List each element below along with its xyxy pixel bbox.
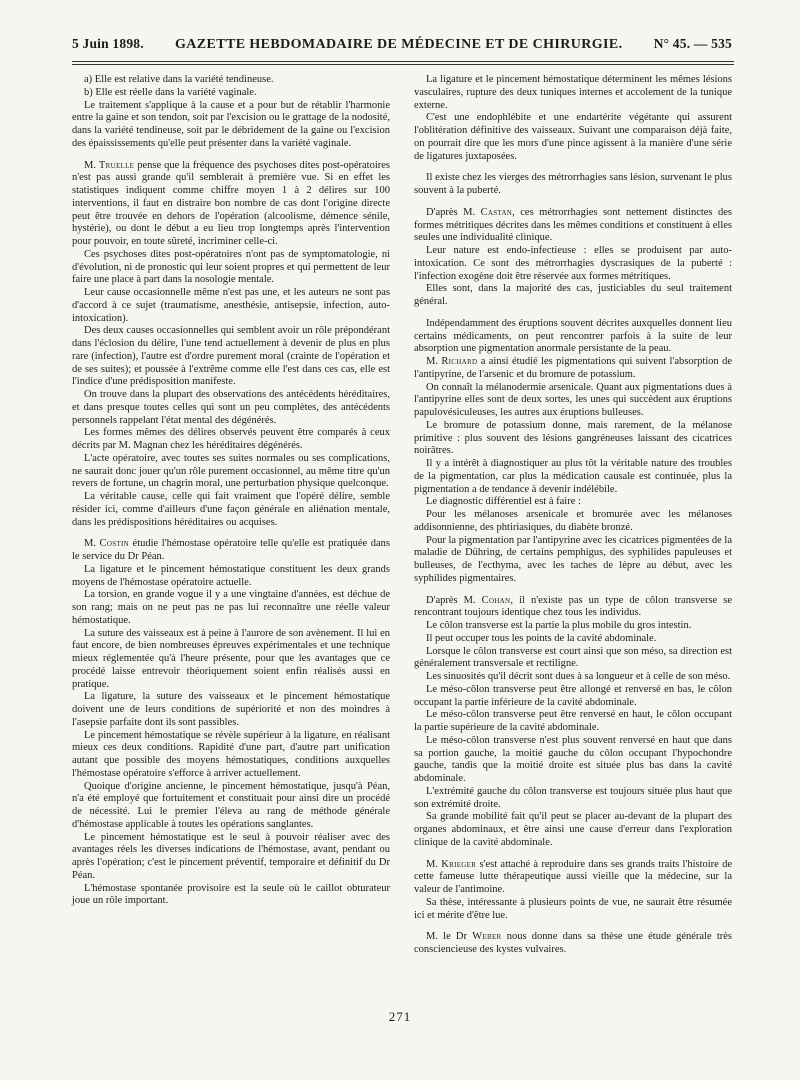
- paragraph-text: s'est attaché à reproduire dans ses grands traits l'histoire de cette fameuse lutte thérapeutique aussi vieille que la médecine, sur la valeur de l'antimoine.: [414, 858, 732, 895]
- header-rule-bottom: [72, 64, 734, 65]
- author-prefix: M.: [84, 538, 100, 550]
- paragraph: Sa grande mobilité fait qu'il peut se placer au-devant de la plupart des organes abdominaux, et être ainsi une cause d'erreur dans l'exploration clinique de la cavité abdominale.: [414, 811, 732, 848]
- paragraph: Quoique d'origine ancienne, le pincement hémostatique, jusqu'à Péan, n'a été employé que fortuitement et constituait pour ainsi dire un procédé de nécessité. Lui le premier l'éleva au rang de méthode générale d'hémostase applicable à toutes les opérations sanglantes.: [72, 780, 390, 830]
- header-rule-top: [72, 61, 734, 62]
- paragraph-text: nous donne dans sa thèse une étude générale très consciencieuse des kystes vulvaires.: [414, 931, 732, 955]
- section-paragraph: [414, 859, 732, 897]
- paragraph: Les formes mêmes des délires observés peuvent être comparés à ceux décrits par M. Magnan chez les héréditaires dégénérés.: [72, 427, 390, 451]
- paragraph: On trouve dans la plupart des observations des antécédents héréditaires, et dans presque toutes celles qui sont un peu complètes, des antécédents personnels rappelant l'état mental des dégénérés.: [72, 389, 390, 426]
- paragraph: Lorsque le côlon transverse est court ainsi que son méso, sa direction est généralement transversale et rectiligne.: [414, 645, 732, 670]
- section-paragraph: Il existe chez les vierges des métrorrhagies sans lésion, survenant le plus souvent à la puberté.: [414, 172, 732, 196]
- paragraph: Le pincement hémostatique est le seul à pouvoir réaliser avec des avantages réels les diverses indications de l'hémostase, avant, pendant ou après l'opération; c'est le pincement préventif, temporaire et définitif du Dr Péan.: [72, 831, 390, 881]
- paragraph: L'hémostase spontanée provisoire est la seule où le caillot obturateur joue un rôle important.: [72, 882, 390, 907]
- paragraph: Le traitement s'applique à la cause et a pour but de rétablir l'harmonie entre la gaine et son tendon, soit par l'excision ou le grattage de la nodosité, dans la variété tendineuse, soit par le débridement de la gaine ou l'excision des épaississements qu'elle peut présenter dans la variété vaginale.: [72, 99, 390, 149]
- paragraph-text: , il n'existe pas un type de côlon transverse se rencontrant toujours identique chez tous les individus.: [414, 594, 732, 619]
- author-prefix: M.: [426, 858, 442, 870]
- section-paragraph: [414, 207, 732, 245]
- paragraph: Pour les mélanoses arsenicale et bromurée avec les mélanoses addisonnienne, des phtiriasiques, du diabète bronzé.: [414, 509, 732, 533]
- paragraph: C'est une endophlébite et une endartérite végétante qui assurent l'oblitération définitive des vaisseaux. Suivant une comparaison déjà faite, on pourrait dire que les mors d'une pince agissent à la manière d'une série de ligatures juxtaposées.: [414, 112, 732, 162]
- author-name: Weber: [472, 931, 502, 943]
- paragraph: Les sinuosités qu'il décrit sont dues à sa longueur et à celle de son méso.: [426, 671, 731, 682]
- section-paragraph: [414, 931, 732, 957]
- paragraph: On connaît la mélanodermie arsenicale. Quant aux pigmentations dues à l'antipyrine elles sont de deux sortes, les unes qui succèdent aux éruptions papulovésiculeuses, les autres aux éruptions bulleuses.: [414, 381, 732, 418]
- paragraph: Il peut occuper tous les points de la cavité abdominale.: [426, 632, 657, 644]
- author-name: Costin: [99, 538, 129, 550]
- author-name: Truelle: [98, 159, 135, 171]
- paragraph-text: étudie l'hémostase opératoire telle qu'elle est pratiquée dans le service du Dr Péan.: [72, 538, 390, 562]
- section-paragraph: [72, 160, 390, 249]
- paragraph: Il y a intérêt à diagnostiquer au plus tôt la véritable nature des troubles de la pigmentation, car plus la médication causale est continuée, plus la pigmentation a de tendance à devenir indélébile.: [414, 458, 732, 495]
- paragraph: Le méso-côlon transverse peut être allongé et renversé en bas, le côlon occupant la partie inférieure de la cavité abdominale.: [414, 683, 732, 708]
- author-name: Krieger: [441, 858, 477, 870]
- issue-date: 5 Juin 1898.: [72, 36, 144, 51]
- section-paragraph: [72, 538, 390, 564]
- section-paragraph: [414, 356, 732, 382]
- paragraph: Le bromure de potassium donne, mais rarement, de la mélanose primitive : plus souvent des lésions gangréneuses laissant des cicatrices noirâtres.: [414, 419, 732, 457]
- paragraph: Elles sont, dans la majorité des cas, justiciables du seul traitement général.: [414, 283, 732, 307]
- section-paragraph: [414, 595, 732, 621]
- author-prefix: M.: [84, 159, 99, 171]
- paragraph: L'acte opératoire, avec toutes ses suites normales ou ses complications, ne saurait donc jouer qu'un rôle purement occasionnel, au même titre qu'un revers de fortune, un chagrin moral, une perturbation physique quelconque.: [72, 452, 390, 490]
- paragraph: La ligature et le pincement hémostatique déterminent les mêmes lésions vasculaires, rupture des deux tuniques internes et accolement de la tunique externe.: [414, 74, 732, 111]
- paragraph-text: a ainsi étudié les pigmentations qui suivent l'absorption de l'antipyrine, de l'arsenic et du bromure de potassium.: [414, 356, 732, 380]
- paragraph: La suture des vaisseaux est à peine à l'aurore de son avènement. Il lui en faut encore, de bien nombreuses épreuves expérimentales et une technique mieux réglementée qu'à l'heure présente, pour que les avantages que ce procédé laisse entrevoir théoriquement soient enfin réalisés aussi en pratique.: [72, 627, 390, 690]
- paragraph: Le méso-côlon transverse n'est plus souvent renversé en haut que dans sa portion gauche, la moitié gauche du côlon occupant l'hypochondre gauche, tandis que la moitié droite est située plus bas dans la cavité abdominale.: [414, 734, 732, 784]
- running-header: [72, 36, 732, 58]
- folio-page-number: 271: [388, 1009, 412, 1024]
- paragraph: Des deux causes occasionnelles qui semblent avoir un rôle prépondérant dans l'éclosion du délire, l'une tend actuellement à devenir de plus en plus rare (infection), l'autre est d'ordre purement moral (crainte de l'opération et de ses suites); et poussée à l'extrême comme elle l'est dans ces cas, elle est l'indice d'une prédisposition manifeste.: [72, 325, 390, 388]
- paragraph: Leur cause occasionnelle même n'est pas une, et les auteurs ne sont pas d'accord à ce sujet (traumatisme, anesthésie, antisepsie, infection, auto-intoxication).: [72, 287, 390, 324]
- paragraph: Ces psychoses dites post-opératoires n'ont pas de symptomatologie, ni d'évolution, ni de pronostic qui leur soient propres et qui permettent de leur faire une place à part dans la nosologie mentale.: [72, 248, 390, 286]
- list-item: b) Elle est réelle dans la variété vaginale.: [84, 86, 257, 98]
- paragraph: La ligature, la suture des vaisseaux et le pincement hémostatique doivent une de leurs conditions de supériorité et non des moindres à l'asepsie parfaite dont ils sont passibles.: [72, 691, 390, 728]
- paragraph: Pour la pigmentation par l'antipyrine avec les cicatrices pigmentées de la maladie de Dühring, de certains pemphigus, des syphilides papuleuses et bulleuses, de l'ecthyma, avec les taches de lèpre au début, avec les syphilides pigmentaires.: [414, 534, 732, 584]
- author-prefix: D'après M.: [426, 206, 481, 218]
- author-name: Richard: [441, 356, 478, 367]
- list-item: a) Elle est relative dans la variété tendineuse.: [84, 74, 274, 85]
- journal-title: GAZETTE HEBDOMADAIRE DE MÉDECINE ET DE CHIRURGIE.: [174, 37, 623, 52]
- paragraph: La véritable cause, celle qui fait vraiment que l'opéré délire, semble résider ici, comme d'ailleurs d'une façon générale en aliénation mentale, dans les prédispositions héréditaires ou acquises.: [72, 491, 390, 528]
- paragraph: Le méso-côlon transverse peut être renversé en haut, le côlon occupant la partie supérieure de la cavité abdominale.: [414, 709, 732, 733]
- paragraph-text: , ces métrorrhagies sont nettement distinctes des formes métritiques décrites dans les mêmes conditions et constituent à elles seules une individualité clinique.: [414, 206, 733, 244]
- paragraph: Le diagnostic différentiel est à faire :: [426, 496, 581, 508]
- paragraph: La torsion, en grande vogue il y a une vingtaine d'années, est déchue de son rang; mais on ne peut pas ne pas lui reconnaître une réelle valeur hémostatique.: [72, 589, 390, 626]
- author-prefix: M.: [426, 356, 442, 367]
- author-prefix: M. le Dr: [426, 931, 473, 943]
- issue-page-number: N° 45. — 535: [653, 36, 732, 51]
- section-paragraph: Indépendamment des éruptions souvent décrites auxquelles donnent lieu certains médicaments, on peut rencontrer parfois à la suite de leur absorption une pigmentation anormale persistante de la peau.: [414, 317, 732, 355]
- paragraph: Sa thèse, intéressante à plusieurs points de vue, ne saurait être résumée ici et mérite d'être lue.: [414, 896, 732, 921]
- right-text-column: [414, 74, 732, 957]
- author-name: Castan: [480, 206, 513, 218]
- paragraph: Leur nature est endo-infectieuse : elles se produisent par auto-intoxication. Ce sont des métrorrhagies dyscrasiques de la puberté : l'infection exogène doit être réservée aux formes métritiques.: [414, 245, 732, 282]
- author-prefix: D'après M.: [426, 594, 482, 606]
- paragraph: Le côlon transverse est la partie la plus mobile du gros intestin.: [426, 620, 692, 631]
- left-text-column: [72, 74, 390, 908]
- paragraph: L'extrémité gauche du côlon transverse est toujours située plus haut que son extrémité droite.: [414, 785, 732, 810]
- paragraph: Le pincement hémostatique se révèle supérieur à la ligature, en réalisant mieux ces deux conditions. Rapidité d'une part, d'autre part unification autant que possible des moyens hémostatiques, conditions auxquelles l'hémostase opératoire s'efforce à arriver actuellement.: [72, 729, 390, 779]
- paragraph: La ligature et le pincement hémostatique constituent les deux grands moyens de l'hémostase opératoire actuelle.: [72, 563, 390, 588]
- paragraph-text: pense que la fréquence des psychoses dites post-opératoires n'est pas aussi grande qu'il semblerait à première vue. Si en effet les statistiques indiquent comme chiffre moyen 1 à 2 délires sur 100 interventions, il faut en distraire bon nombre de cas dont l'origine directe peut être trouvée en dehors de l'opération (alcoolisme, démence sénile, hystérie), ou dont le début a eu lieu trop longtemps après l'intervention pour pouvoir, en toute sûreté, incriminer celle-ci.: [72, 159, 390, 247]
- author-name: Cohan: [481, 594, 511, 606]
